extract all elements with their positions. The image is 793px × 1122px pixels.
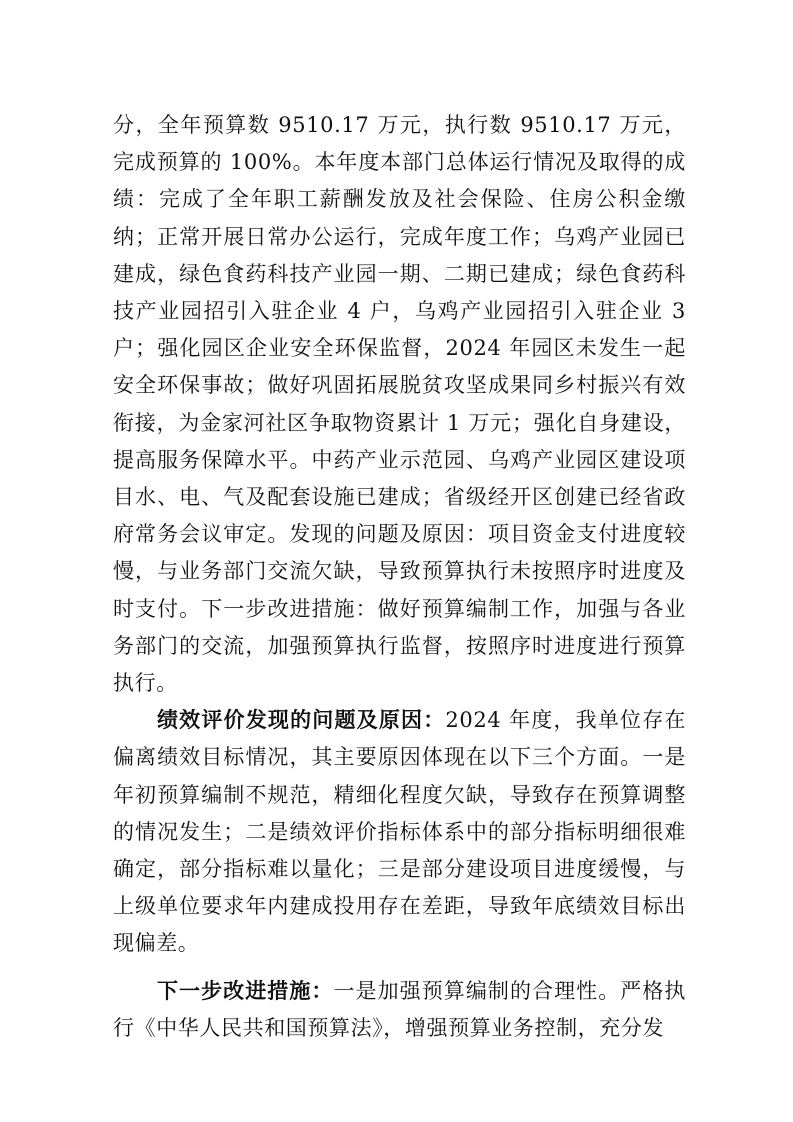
paragraph-text: 分，全年预算数 9510.17 万元，执行数 9510.17 万元，完成预算的 100%。本年度本部门总体运行情况及取得的成绩：完成了全年职工薪酬发放及社会保险、住房公积金缴纳；正常开展日常办公运行，完成年度工作；乌鸡产业园已建成，绿色食药科技产业园一期、二期已建成；绿色食药科技产业园招引入驻企业 4 户，乌鸡产业园招引入驻企业 3 户；强化园区企业安全环保监督，2024 年园区未发生一起安全环保事故；做好巩固拓展脱贫攻坚成果同乡村振兴有效衔接，为金家河社区争取物资累计 1 万元；强化自身建设，提高服务保障水平。中药产业示范园、乌鸡产业园区建设项目水、电、气及配套设施已建成；省级经开区创建已经省政府常务会议审定。发现的问题及原因：项目资金支付进度较慢，与业务部门交流欠缺，导致预算执行未按照序时进度及时支付。下一步改进措施：做好预算编制工作，加强与各业务部门的交流，加强预算执行监督，按照序时进度进行预算执行。: [113, 113, 686, 696]
paragraph-budget-execution: [113, 107, 686, 702]
paragraph-text: 2024 年度，我单位存在偏离绩效目标情况，其主要原因体现在以下三个方面。一是年初预算编制不规范，精细化程度欠缺，导致存在预算调整的情况发生；二是绩效评价指标体系中的部分指标明细很难确定，部分指标难以量化；三是部分建设项目进度缓慢，与上级单位要求年内建成投用存在差距，导致年底绩效目标出现偏差。: [113, 708, 686, 956]
paragraph-next-steps: [113, 973, 686, 1047]
paragraph-lead-heading: 下一步改进措施：: [157, 978, 334, 1003]
paragraph-performance-issues: [113, 702, 686, 962]
paragraph-lead-heading: 绩效评价发现的问题及原因：: [157, 708, 446, 733]
paragraph-text: 一是加强预算编制的合理性。严格执行《中华人民共和国预算法》，增强预算业务控制，充分发: [113, 978, 686, 1040]
